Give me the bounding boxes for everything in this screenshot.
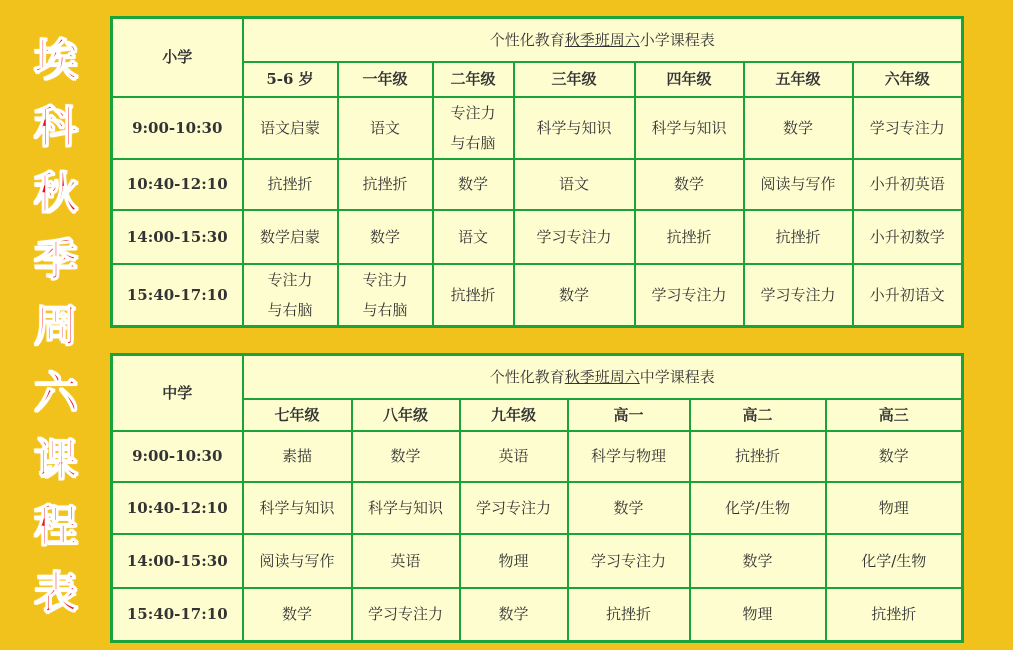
grade-header: 六年级 xyxy=(853,62,963,97)
course-cell xyxy=(853,97,963,159)
title-suffix: 小学课程表 xyxy=(639,30,715,49)
course-text: 抗挫折 xyxy=(775,227,821,246)
course-cell xyxy=(690,534,826,588)
course-text: 数学 xyxy=(281,605,312,624)
course-cell xyxy=(460,482,568,534)
grade-header: 八年级 xyxy=(352,399,460,431)
course-cell xyxy=(514,264,635,327)
course-text: 抗挫折 xyxy=(362,175,408,193)
course-cell xyxy=(243,482,352,534)
time-slot: 10:40-12:10 xyxy=(112,482,243,534)
table-row xyxy=(112,588,963,642)
course-text: 抗挫折 xyxy=(267,175,313,193)
course-text: 抗挫折 xyxy=(666,227,712,246)
course-text: 专注力 xyxy=(362,270,408,289)
course-text: 数学 xyxy=(558,285,589,304)
grade-header: 高三 xyxy=(826,399,963,431)
course-text: 语文 xyxy=(457,227,488,246)
course-cell xyxy=(826,431,963,482)
course-text: 小升初英语 xyxy=(869,175,945,193)
grade-header: 五年级 xyxy=(744,62,853,97)
course-text: 学习专注力 xyxy=(590,551,666,570)
course-text: 数学 xyxy=(498,605,529,624)
course-text: 物理 xyxy=(878,498,909,517)
course-text: 化学/生物 xyxy=(861,551,927,570)
course-cell xyxy=(635,97,744,159)
title-prefix: 个性化教育 xyxy=(489,30,565,49)
course-cell xyxy=(352,431,460,482)
side-title-char: 季 xyxy=(34,234,78,286)
course-cell xyxy=(514,97,635,159)
time-slot: 14:00-15:30 xyxy=(112,534,243,588)
course-text: 小升初数学 xyxy=(869,227,945,246)
course-cell xyxy=(744,210,853,264)
course-text: 与右脑 xyxy=(362,300,408,319)
time-slot: 15:40-17:10 xyxy=(112,588,243,642)
time-slot: 10:40-12:10 xyxy=(112,159,243,210)
course-cell xyxy=(690,482,826,534)
course-text: 科学与物理 xyxy=(590,447,666,465)
side-title-char: 周 xyxy=(34,301,78,353)
course-cell xyxy=(460,431,568,482)
grade-header: 5-6 岁 xyxy=(243,62,338,97)
course-text: 数学 xyxy=(457,175,488,193)
course-text: 学习专注力 xyxy=(367,605,443,624)
course-cell xyxy=(433,264,514,327)
title-underlined: 秋季班周六 xyxy=(564,367,640,386)
title-underlined: 秋季班周六 xyxy=(564,30,640,49)
course-text: 英语 xyxy=(498,447,529,465)
course-text: 数学 xyxy=(742,551,773,570)
middle-schedule-table xyxy=(110,353,964,643)
course-text: 物理 xyxy=(742,605,773,624)
table-row xyxy=(112,534,963,588)
course-text: 学习专注力 xyxy=(651,285,727,304)
time-slot: 15:40-17:10 xyxy=(112,264,243,327)
course-text: 语文 xyxy=(369,118,400,137)
grade-header: 高一 xyxy=(568,399,690,431)
course-text: 英语 xyxy=(390,551,421,570)
side-title-char: 六 xyxy=(34,367,78,419)
course-cell xyxy=(460,588,568,642)
course-text: 数学 xyxy=(369,227,400,246)
course-cell xyxy=(568,588,690,642)
course-cell xyxy=(514,210,635,264)
grade-header: 一年级 xyxy=(338,62,433,97)
course-cell xyxy=(635,264,744,327)
course-cell xyxy=(635,210,744,264)
course-text: 物理 xyxy=(498,551,529,570)
course-text: 学习专注力 xyxy=(869,118,945,137)
course-cell xyxy=(352,482,460,534)
course-cell xyxy=(352,588,460,642)
primary-corner-label: 小学 xyxy=(112,18,243,97)
course-cell xyxy=(690,588,826,642)
course-cell xyxy=(243,210,338,264)
course-cell xyxy=(433,159,514,210)
grade-header: 三年级 xyxy=(514,62,635,97)
side-title-char: 科 xyxy=(34,101,78,153)
course-text: 专注力 xyxy=(267,270,313,289)
course-cell xyxy=(514,159,635,210)
middle-corner-label: 中学 xyxy=(112,355,243,431)
course-text: 抗挫折 xyxy=(734,447,780,465)
course-cell xyxy=(338,264,433,327)
primary-schedule-table xyxy=(110,16,964,328)
course-cell xyxy=(338,210,433,264)
course-text: 数学 xyxy=(878,447,909,465)
course-cell xyxy=(635,159,744,210)
course-text: 学习专注力 xyxy=(760,285,836,304)
course-text: 阅读与写作 xyxy=(760,175,836,193)
time-slot: 9:00-10:30 xyxy=(112,431,243,482)
title-prefix: 个性化教育 xyxy=(489,367,565,386)
title-suffix: 中学课程表 xyxy=(639,367,715,386)
course-text: 专注力 xyxy=(450,103,496,122)
course-text: 语文 xyxy=(558,175,589,193)
course-cell xyxy=(352,534,460,588)
course-cell xyxy=(744,159,853,210)
course-text: 素描 xyxy=(281,447,312,465)
course-cell xyxy=(568,534,690,588)
course-cell xyxy=(243,159,338,210)
grade-header: 高二 xyxy=(690,399,826,431)
course-text: 与右脑 xyxy=(450,133,496,152)
course-text: 语文启蒙 xyxy=(259,118,320,137)
course-text: 抗挫折 xyxy=(450,285,496,304)
course-cell xyxy=(826,588,963,642)
side-title-char: 埃 xyxy=(34,35,78,86)
course-cell xyxy=(826,482,963,534)
course-cell xyxy=(853,159,963,210)
course-cell xyxy=(744,264,853,327)
course-text: 阅读与写作 xyxy=(259,551,335,570)
course-cell xyxy=(243,588,352,642)
table-row xyxy=(112,97,963,159)
course-text: 抗挫折 xyxy=(605,605,651,624)
course-text: 学习专注力 xyxy=(475,498,551,517)
course-cell xyxy=(433,97,514,159)
course-text: 数学启蒙 xyxy=(259,227,320,246)
primary-table-title xyxy=(243,18,963,62)
course-text: 科学与知识 xyxy=(536,118,612,137)
grade-header: 九年级 xyxy=(460,399,568,431)
course-text: 小升初语文 xyxy=(869,285,945,304)
side-title xyxy=(28,28,84,627)
course-text: 科学与知识 xyxy=(651,118,727,137)
time-slot: 14:00-15:30 xyxy=(112,210,243,264)
course-cell xyxy=(460,534,568,588)
table-row xyxy=(112,210,963,264)
course-text: 数学 xyxy=(673,175,704,193)
course-text: 科学与知识 xyxy=(367,498,443,517)
course-text: 化学/生物 xyxy=(724,498,791,517)
table-row xyxy=(112,431,963,482)
course-cell xyxy=(433,210,514,264)
course-cell xyxy=(243,431,352,482)
course-cell xyxy=(243,264,338,327)
table-row xyxy=(112,159,963,210)
table-row xyxy=(112,482,963,534)
course-cell xyxy=(568,482,690,534)
course-cell xyxy=(744,97,853,159)
grade-header: 二年级 xyxy=(433,62,514,97)
course-cell xyxy=(338,97,433,159)
course-cell xyxy=(568,431,690,482)
side-title-char: 程 xyxy=(34,501,78,553)
course-cell xyxy=(853,210,963,264)
table-row xyxy=(112,264,963,327)
side-title-char: 秋 xyxy=(34,168,78,220)
course-cell xyxy=(853,264,963,327)
course-cell xyxy=(826,534,963,588)
course-text: 数学 xyxy=(390,447,421,465)
time-slot: 9:00-10:30 xyxy=(112,97,243,159)
course-text: 数学 xyxy=(613,498,644,517)
course-cell xyxy=(243,97,338,159)
course-cell xyxy=(243,534,352,588)
course-cell xyxy=(690,431,826,482)
course-cell xyxy=(338,159,433,210)
middle-table-title xyxy=(243,355,963,399)
course-text: 抗挫折 xyxy=(871,605,917,624)
course-text: 学习专注力 xyxy=(536,227,612,246)
side-title-char: 表 xyxy=(34,567,78,619)
side-title-char: 课 xyxy=(34,434,78,486)
grade-header: 七年级 xyxy=(243,399,352,431)
course-text: 与右脑 xyxy=(267,300,313,319)
grade-header: 四年级 xyxy=(635,62,744,97)
course-text: 数学 xyxy=(782,118,813,137)
course-text: 科学与知识 xyxy=(259,498,335,517)
